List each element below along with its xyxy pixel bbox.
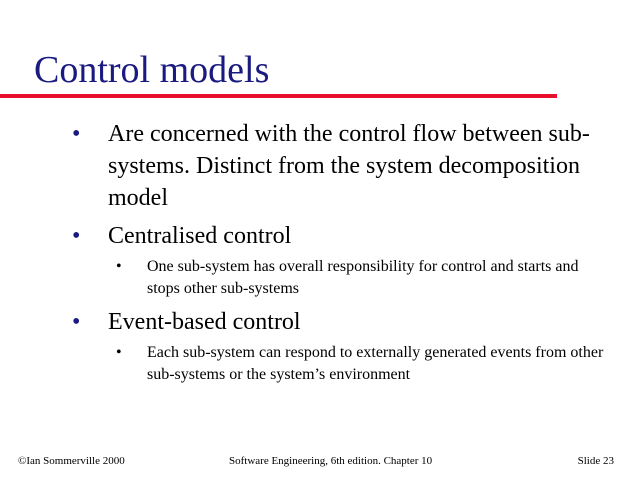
subbullet-marker: • xyxy=(116,344,122,361)
bullet-marker: • xyxy=(72,121,81,147)
bullet-event-based-control xyxy=(72,306,608,338)
footer-slide-number: Slide 23 xyxy=(577,455,614,467)
bullet-text: Centralised control xyxy=(108,223,292,249)
footer-book-title: Software Engineering, 6th edition. Chapter 10 xyxy=(229,455,433,467)
bullet-marker: • xyxy=(72,223,81,249)
bullet-list xyxy=(0,118,638,386)
bullet-text: Are concerned with the control flow between sub-systems. Distinct from the system decomposition model xyxy=(108,121,590,211)
footer-copyright: ©Ian Sommerville 2000 xyxy=(18,455,125,467)
bullet-text: Event-based control xyxy=(108,309,301,335)
subbullet-centralised xyxy=(116,256,607,300)
title-underline xyxy=(0,94,557,98)
subbullet-text: One sub-system has overall responsibility for control and starts and stops other sub-systems xyxy=(147,258,579,297)
bullet-marker: • xyxy=(72,309,81,335)
subbullet-text: Each sub-system can respond to externally generated events from other sub-systems or the system’s environment xyxy=(147,344,604,383)
bullet-centralised-control xyxy=(72,220,608,252)
slide-title: Control models xyxy=(34,49,270,91)
subbullet-marker: • xyxy=(116,258,122,275)
bullet-control-flow xyxy=(72,118,608,214)
subbullet-event-based xyxy=(116,342,607,386)
